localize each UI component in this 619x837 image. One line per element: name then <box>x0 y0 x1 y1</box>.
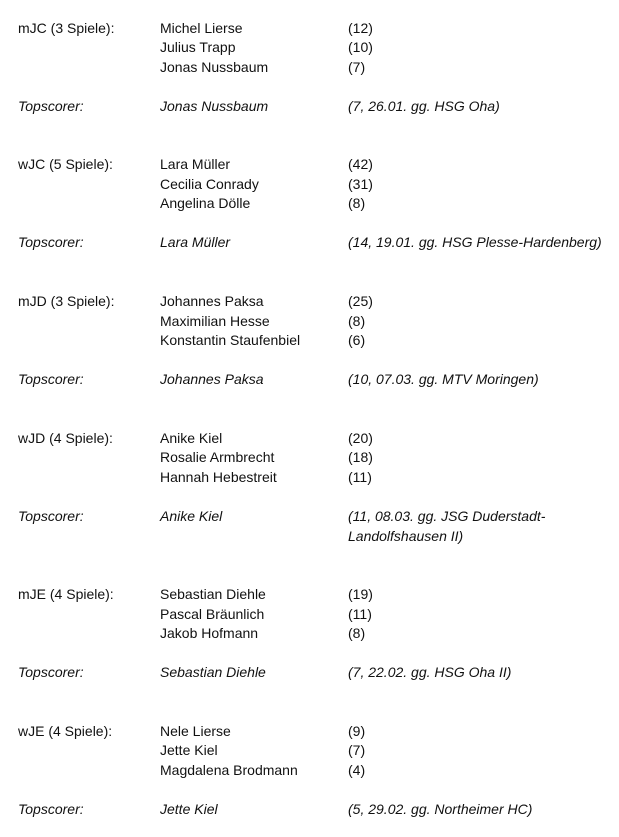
topscorer-name: Lara Müller <box>160 234 231 250</box>
topscorer-detail: (7, 26.01. gg. HSG Oha) <box>348 98 500 114</box>
player-name: Johannes Paksa <box>160 293 264 309</box>
player-goals: (11) <box>348 606 372 622</box>
player-name: Anike Kiel <box>160 430 223 446</box>
topscorer-detail: (11, 08.03. gg. JSG Duderstadt- <box>348 508 546 524</box>
player-goals: (8) <box>348 195 366 211</box>
topscorer-detail-continued: Landolfshausen II) <box>348 528 464 544</box>
player-goals: (11) <box>348 469 372 485</box>
player-goals: (9) <box>348 723 366 739</box>
topscorer-detail: (7, 22.02. gg. HSG Oha II) <box>348 664 512 680</box>
player-name: Konstantin Staufenbiel <box>160 332 301 348</box>
player-goals: (10) <box>348 39 373 55</box>
topscorer-label: Topscorer: <box>18 98 84 114</box>
topscorer-name: Johannes Paksa <box>160 371 264 387</box>
topscorer-detail: (5, 29.02. gg. Northeimer HC) <box>348 801 533 817</box>
player-goals: (8) <box>348 625 366 641</box>
player-name: Maximilian Hesse <box>160 313 270 329</box>
player-goals: (6) <box>348 332 366 348</box>
player-goals: (12) <box>348 20 373 36</box>
team-label: wJC (5 Spiele): <box>18 156 113 172</box>
player-name: Julius Trapp <box>160 39 236 55</box>
player-name: Cecilia Conrady <box>160 176 259 192</box>
topscorer-label: Topscorer: <box>18 234 84 250</box>
topscorer-label: Topscorer: <box>18 664 84 680</box>
player-name: Angelina Dölle <box>160 195 251 211</box>
team-label: mJD (3 Spiele): <box>18 293 115 309</box>
team-label: mJC (3 Spiele): <box>18 20 115 36</box>
player-name: Magdalena Brodmann <box>160 762 298 778</box>
topscorer-name: Sebastian Diehle <box>160 664 266 680</box>
player-name: Jakob Hofmann <box>160 625 259 641</box>
topscorer-label: Topscorer: <box>18 801 84 817</box>
player-name: Jette Kiel <box>160 742 218 758</box>
player-name: Michel Lierse <box>160 20 243 36</box>
topscorer-detail: (10, 07.03. gg. MTV Moringen) <box>348 371 539 387</box>
player-name: Nele Lierse <box>160 723 231 739</box>
player-goals: (8) <box>348 313 366 329</box>
player-name: Lara Müller <box>160 156 231 172</box>
topscorer-name: Jonas Nussbaum <box>160 98 269 114</box>
player-name: Pascal Bräunlich <box>160 606 265 622</box>
player-name: Jonas Nussbaum <box>160 59 269 75</box>
player-goals: (20) <box>348 430 373 446</box>
player-goals: (7) <box>348 59 366 75</box>
player-goals: (18) <box>348 449 373 465</box>
team-label: wJD (4 Spiele): <box>18 430 113 446</box>
topscorer-label: Topscorer: <box>18 371 84 387</box>
player-goals: (19) <box>348 586 373 602</box>
player-goals: (7) <box>348 742 366 758</box>
topscorer-detail: (14, 19.01. gg. HSG Plesse-Hardenberg) <box>348 234 602 250</box>
player-goals: (42) <box>348 156 373 172</box>
player-goals: (25) <box>348 293 373 309</box>
team-label: mJE (4 Spiele): <box>18 586 114 602</box>
player-name: Rosalie Armbrecht <box>160 449 275 465</box>
topscorer-name: Jette Kiel <box>160 801 218 817</box>
topscorer-label: Topscorer: <box>18 508 84 524</box>
player-goals: (31) <box>348 176 373 192</box>
player-goals: (4) <box>348 762 366 778</box>
player-name: Sebastian Diehle <box>160 586 266 602</box>
topscorer-name: Anike Kiel <box>160 508 223 524</box>
team-label: wJE (4 Spiele): <box>18 723 113 739</box>
player-name: Hannah Hebestreit <box>160 469 277 485</box>
